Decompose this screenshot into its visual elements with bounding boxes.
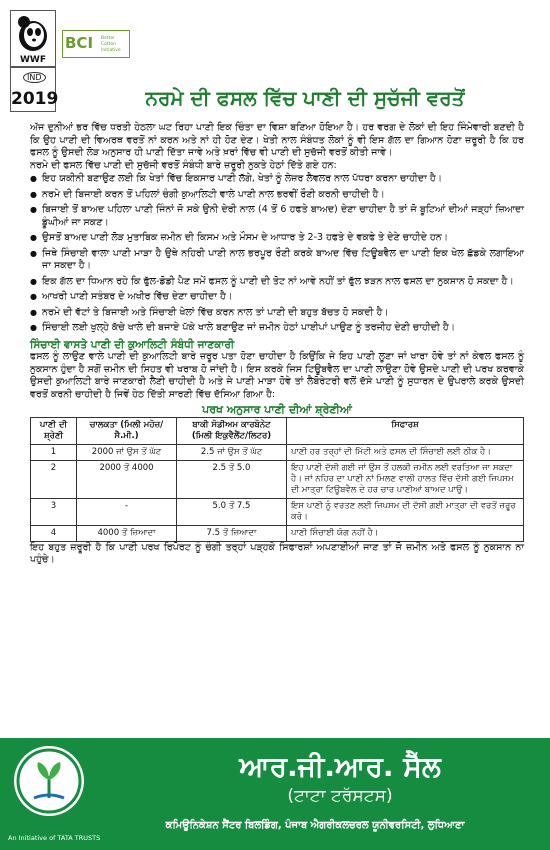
column-header: ਸਿਫਾਰਸ਼ — [287, 417, 524, 444]
country-code: IND — [23, 72, 46, 83]
table-cell: ਪਾਣੀ ਸਿੰਚਾਈ ਯੋਗ ਨਹੀਂ ਹੈ। — [287, 525, 524, 541]
table-row — [31, 525, 524, 541]
list-item: ● ਇਹ ਯਕੀਨੀ ਬਣਾਉਣ ਲਈ ਕਿ ਖੇਤਾਂ ਵਿੱਚ ਇਕਸਾਰ ਪਾਣੀ ਲੱਗੇ, ਖੇਤਾਂ ਨੂੰ ਲੇਜ਼ਰ ਲੈਵਲਰ ਨਾਲ ਪੱਧਰਾ ਕਰਨਾ ਚਾਹੀਦਾ ਹੈ। — [30, 173, 524, 186]
list-item: ● ਬਿਜਾਈ ਤੋਂ ਬਾਅਦ ਪਹਿਲਾ ਪਾਣੀ ਜਿੰਨਾਂ ਜੋ ਸਕੇ ਉਨੀ ਦੇਰੀ ਨਾਲ (4 ਤੋਂ 6 ਹਫਤੇ ਬਾਅਦ) ਦੇਣਾ ਚਾਹੀਦਾ ਹੈ ਤਾਂ ਜੋ ਬੂਟਿਆਂ ਦੀਆਂ ਜੜ੍ਹਾਂ ਜ਼ਿਆਦਾ ਡੂੰਘੀਆਂ ਜਾ ਸਕਣ। — [30, 204, 524, 229]
tata-initiative-line: An Initiative of TATA TRUSTS — [8, 834, 101, 842]
bci-subtitle: Better Cotton Initiative — [101, 36, 121, 53]
table-row — [31, 460, 524, 498]
table-cell: 1 — [31, 444, 77, 460]
water-quality-table — [30, 417, 524, 542]
table-cell: 2000 ਜਾਂ ਉਸ ਤੋਂ ਘੱਟ — [77, 444, 177, 460]
table-cell: ਪਾਣੀ ਹਰ ਤਰ੍ਹਾਂ ਦੀ ਮਿੱਟੀ ਅਤੇ ਫਸਲ ਦੀ ਸਿੰਚਾਈ ਲਈ ਠੀਕ ਹੈ। — [287, 444, 524, 460]
table-cell: 4 — [31, 525, 77, 541]
table-cell: 2 — [31, 460, 77, 498]
bci-mark: BCI — [65, 34, 94, 52]
table-cell: ਇਸ ਪਾਣੀ ਨੂੰ ਵਰਤਣ ਲਈ ਜਿਪਸਮ ਦੀ ਦੱਸੀ ਗਈ ਮਾਤ੍ਰਾ ਦੀ ਵਰਤੋਂ ਜ਼ਰੂਰ ਕਰੋ। — [287, 498, 524, 525]
header — [0, 0, 550, 122]
footer — [0, 738, 550, 850]
column-header: ਪਾਣੀ ਦੀ ਸ਼੍ਰੇਣੀ — [31, 417, 77, 444]
org-name: ਆਰ.ਜੀ.ਆਰ. ਸੈੱਲ — [239, 750, 441, 783]
section-heading: ਸਿੰਚਾਈ ਵਾਸਤੇ ਪਾਣੀ ਦੀ ਕੁਆਲਿਟੀ ਸੰਬੰਧੀ ਜਾਣਕਾਰੀ — [30, 338, 235, 351]
table-header-row — [31, 417, 524, 444]
points-intro: ਨਰਮੇ ਦੀ ਫਸਲ ਵਿੱਚ ਪਾਣੀ ਦੀ ਸੁਚੱਜੀ ਵਰਤੋਂ ਸੰਬੰਧੀ ਬਾਰੇ ਜ਼ਰੂਰੀ ਨੁਕਤੇ ਹੇਠਾਂ ਦਿੱਤੇ ਗਏ ਹਨ: — [30, 159, 337, 171]
bci-logo — [62, 30, 130, 58]
year-box — [10, 66, 59, 112]
table-row — [31, 498, 524, 525]
table-title: ਪਰਖ ਅਨੁਸਾਰ ਪਾਣੀ ਦੀਆਂ ਸ਼੍ਰੇਣੀਆਂ — [202, 403, 352, 416]
page-title: ਨਰਮੇ ਦੀ ਫਸਲ ਵਿੱਚ ਪਾਣੀ ਦੀ ਸੁਚੱਜੀ ਵਰਤੋਂ — [145, 86, 465, 110]
table-row — [31, 444, 524, 460]
list-item: ● ਜਿਥੇ ਸਿੰਚਾਈ ਵਾਲਾ ਪਾਣੀ ਮਾੜਾ ਹੈ ਉਥੇ ਨਹਿਰੀ ਪਾਣੀ ਨਾਲ ਭਰਪੂਰ ਰੌਣੀ ਕਰਕੇ ਬਾਅਦ ਵਿੱਚ ਟਿਊਬਵੈਲ ਦਾ ਪਾਣੀ ਇਕ ਖੇਲ ਛੱਡਕੇ ਲਗਾਇਆ ਜਾ ਸਕਦਾ ਹੈ। — [30, 248, 524, 273]
table-cell: 2.5 ਤੋਂ 5.0 — [177, 460, 287, 498]
intro-paragraph: ਅੱਜ ਦੁਨੀਆਂ ਭਰ ਵਿੱਚ ਧਰਤੀ ਹੇਠਲਾ ਘਟ ਰਿਹਾ ਪਾਣੀ ਇਕ ਚਿੰਤਾ ਦਾ ਵਿਸ਼ਾ ਬਣਿਆ ਹੋਇਆ ਹੈ। ਹਰ ਵਰਗ ਦੇ ਲੋਕਾਂ ਦੀ ਇਹ ਜਿੰਮੇਵਾਰੀ ਬਣਦੀ ਹੈ ਕਿ ਉਹ ਪਾਣੀ ਦੀ ਵਿਅਰਥ ਵਰਤੋਂ ਨਾਂ ਕਰਨ ਅਤੇ ਨਾਂ ਹੀ ਹੋਣ ਦੇਣ। ਖੇਤੀ ਨਾਲ ਸੰਬੰਧਤ ਲੋਕਾਂ ਨੂੰ ਵੀ ਇਸ ਗੱਲ ਦਾ ਗਿਆਨ ਹੋਣਾ ਜ਼ਰੂਰੀ ਹੈ ਕਿ ਹਰ ਫਸਲ ਨੂੰ ਉਸਦੀ ਲੋੜ ਅਨੁਸਾਰ ਹੀ ਪਾਣੀ ਦਿੱਤਾ ਜਾਵੇ ਅਤੇ ਖ਼ਰਾਂ ਵਿੱਚ ਵੀ ਪਾਣੀ ਦੀ ਸੁਚੱਜੀ ਵਰਤੋਂ ਕੀਤੀ ਜਾਵੇ। — [30, 122, 524, 158]
wwf-label: WWF — [19, 55, 46, 65]
wwf-logo — [10, 10, 56, 68]
table-cell: 3 — [31, 498, 77, 525]
table-cell: 2.5 ਜਾਂ ਉਸ ਤੋਂ ਘੱਟ — [177, 444, 287, 460]
list-item: ● ਨਰਮੇ ਦੀ ਬਿਜਾਈ ਕਰਨ ਤੋਂ ਪਹਿਲਾਂ ਚੰਗੀ ਕੁਆਲਿਟੀ ਵਾਲੇ ਪਾਣੀ ਨਾਲ ਭਰਵੀਂ ਰੌਣੀ ਕਰਨੀ ਚਾਹੀਦੀ ਹੈ। — [30, 189, 524, 202]
list-item: ● ਇਕ ਗੱਲ ਦਾ ਧਿਆਨ ਰਹੇ ਕਿ ਫੁੱਲ-ਡੋਡੀ ਪੈਣ ਸਮੇਂ ਫਸਲ ਨੂੰ ਪਾਣੀ ਦੀ ਤੋਟ ਨਾਂ ਆਵੇ ਨਹੀਂ ਤਾਂ ਫੁੱਲ ਝੜਨ ਨਾਲ ਫਸਲ ਦਾ ਨੁਕਸਾਨ ਹੋ ਸਕਦਾ ਹੈ। — [30, 276, 524, 289]
list-item: ● ਆਖਰੀ ਪਾਣੀ ਸਤੰਬਰ ਦੇ ਅਖੀਰ ਵਿੱਚ ਦੇਣਾ ਚਾਹੀਦਾ ਹੈ। — [30, 291, 524, 304]
table-cell: ਇਹ ਪਾਣੀ ਦੱਸੀ ਗਈ ਜਾਂ ਉਸ ਤੋਂ ਹਲਕੀ ਜ਼ਮੀਨ ਲਈ ਵਰਤਿਆ ਜਾ ਸਕਦਾ ਹੈ। ਜਾਂ ਨਹਿਰ ਦਾ ਪਾਣੀ ਨਾਂ ਮਿਲਣ ਵਾਲੀ ਹਾਲਤ ਵਿੱਚ ਦੱਸੀ ਗਈ ਜਿਪਸਮ ਦੀ ਮਾਤ੍ਰਾ ਟਿਊਬਵੈਲ ਦੇ ਹਰ ਚਾਰ ਪਾਣੀਆਂ ਬਾਅਦ ਪਾਉ। — [287, 460, 524, 498]
quality-paragraph: ਫਸਲ ਨੂੰ ਲਾਉਣ ਵਾਲੇ ਪਾਣੀ ਦੀ ਕੁਆਲਿਟੀ ਬਾਰੇ ਜ਼ਰੂਰ ਪਤਾ ਹੋਣਾ ਚਾਹੀਦਾ ਹੈ ਕਿਉਂਕਿ ਜੇ ਇਹ ਪਾਣੀ ਲੂਣਾ ਜਾਂ ਖਾਰਾ ਹੋਵੇ ਤਾਂ ਨਾਂ ਕੇਵਲ ਫਸਲ ਨੂੰ ਨੁਕਸਾਨ ਹੁੰਦਾ ਹੈ ਸਗੋਂ ਜ਼ਮੀਨ ਦੀ ਸਿਹਤ ਵੀ ਖਰਾਬ ਹੋ ਜਾਂਦੀ ਹੈ। ਇਸ ਕਰਕੇ ਜਿਸ ਟਿਊਬਵੈਲ ਦਾ ਪਾਣੀ ਲਾਉਣਾ ਹੋਵੇ ਉਸਦੇ ਪਾਣੀ ਦੀ ਪਰਖ ਕਰਵਾਕੇ ਉਸਦੀ ਕੁਆਲਿਟੀ ਬਾਰੇ ਜਾਣਕਾਰੀ ਲੈਣੀ ਚਾਹੀਦੀ ਹੈ ਅਤੇ ਜੇ ਪਾਣੀ ਮਾੜਾ ਹੋਵੇ ਤਾਂ ਲੈਬੋਰੇਟਰੀ ਵਲੋਂ ਦੱਸੇ ਪਾਣੀ ਨੂੰ ਸੁਧਾਰਨ ਦੇ ਉਪਰਾਲੇ ਕਰਕੇ ਉਸਦੀ ਵਰਤੋਂ ਕਰਨੀ ਚਾਹੀਦੀ ਹੈ ਜਿਵੇਂ ਹੇਠ ਦਿੱਤੀ ਸਾਰਣੀ ਵਿੱਚ ਦੱਸਿਆ ਗਿਆ ਹੈ: — [30, 351, 524, 400]
sprout-icon — [14, 746, 84, 816]
org-subtitle: (ਟਾਟਾ ਟਰੱਸਟਸ) — [287, 786, 393, 806]
column-header: ਚਾਲਕਤਾ (ਮਿਲੀ ਮਹੋਜ਼/ਸੈ.ਮੀ.) — [77, 417, 177, 444]
closing-paragraph: ਇਹ ਬਹੁਤ ਜ਼ਰੂਰੀ ਹੈ ਕਿ ਪਾਣੀ ਪਰਖ ਰਿਪੋਰਟ ਨੂੰ ਚੰਗੀ ਤਰ੍ਹਾਂ ਪੜ੍ਹਕੇ ਸਿਫਾਰਸ਼ਾਂ ਅਪਣਾਈਆਂ ਜਾਣ ਤਾਂ ਜੋ ਜ਼ਮੀਨ ਅਤੇ ਫਸਲ ਨੂੰ ਨੁਕਸਾਨ ਨਾ ਪਹੁੰਚੇ। — [30, 541, 524, 565]
year-label: 2019 — [11, 89, 59, 109]
main-content — [30, 122, 524, 567]
table-cell: - — [77, 498, 177, 525]
table-cell: 5.0 ਤੋਂ 7.5 — [177, 498, 287, 525]
table-cell: 2000 ਤੋਂ 4000 — [77, 460, 177, 498]
list-item: ● ਸਿੰਚਾਈ ਲਈ ਖੁਲ੍ਹੇ ਕੱਚੇ ਖਾਲੇ ਦੀ ਬਜਾਏ ਪੱਕੇ ਖਾਲੇ ਬਣਾਉਣ ਜਾਂ ਜ਼ਮੀਨ ਹੇਠਾਂ ਪਾਈਪਾਂ ਪਾਉਣ ਨੂੰ ਤਰਜੀਹ ਦੇਣੀ ਚਾਹੀਦੀ ਹੈ। — [30, 322, 524, 335]
list-item: ● ਉਸਤੋਂ ਬਾਅਦ ਪਾਣੀ ਲੋੜ ਮੁਤਾਬਿਕ ਜ਼ਮੀਨ ਦੀ ਕਿਸਮ ਅਤੇ ਮੌਸਮ ਦੇ ਆਧਾਰ ਤੇ 2-3 ਹਫਤੇ ਦੇ ਵਕਫੇ ਤੇ ਦੇਣੇ ਚਾਹੀਦੇ ਹਨ। — [30, 232, 524, 245]
table-cell: 4000 ਤੋਂ ਜ਼ਿਆਦਾ — [77, 525, 177, 541]
table-cell: 7.5 ਤੋਂ ਜ਼ਿਆਦਾ — [177, 525, 287, 541]
address: ਕਮਿਊਨਿਕੇਸ਼ਨ ਸੈਂਟਰ ਬਿਲਡਿੰਗ, ਪੰਜਾਬ ਐਗਰੀਕਲਚਰਲ ਯੂਨੀਵਰਸਿਟੀ, ਲੁਧਿਆਣਾ — [165, 820, 465, 831]
rgr-cell-logo — [14, 746, 84, 816]
list-item: ● ਨਰਮੇ ਦੀ ਵੱਟਾਂ ਤੇ ਬਿਜਾਈ ਅਤੇ ਸਿੰਚਾਈ ਖੇਲਾਂ ਵਿੱਚ ਕਰਨ ਨਾਲ ਤਾਂ ਪਾਣੀ ਦੀ ਬਹੁਤ ਬੱਚਤ ਹੋ ਸਕਦੀ ਹੈ। — [30, 307, 524, 320]
tips-list — [30, 173, 524, 335]
column-header: ਬਾਕੀ ਸੋਡੀਅਮ ਕਾਰਬੋਨੇਟ (ਮਿਲੀ ਇਕੁਵੈਲੈਂਟ/ਲਿਟਰ) — [177, 417, 287, 444]
panda-icon — [16, 14, 50, 54]
